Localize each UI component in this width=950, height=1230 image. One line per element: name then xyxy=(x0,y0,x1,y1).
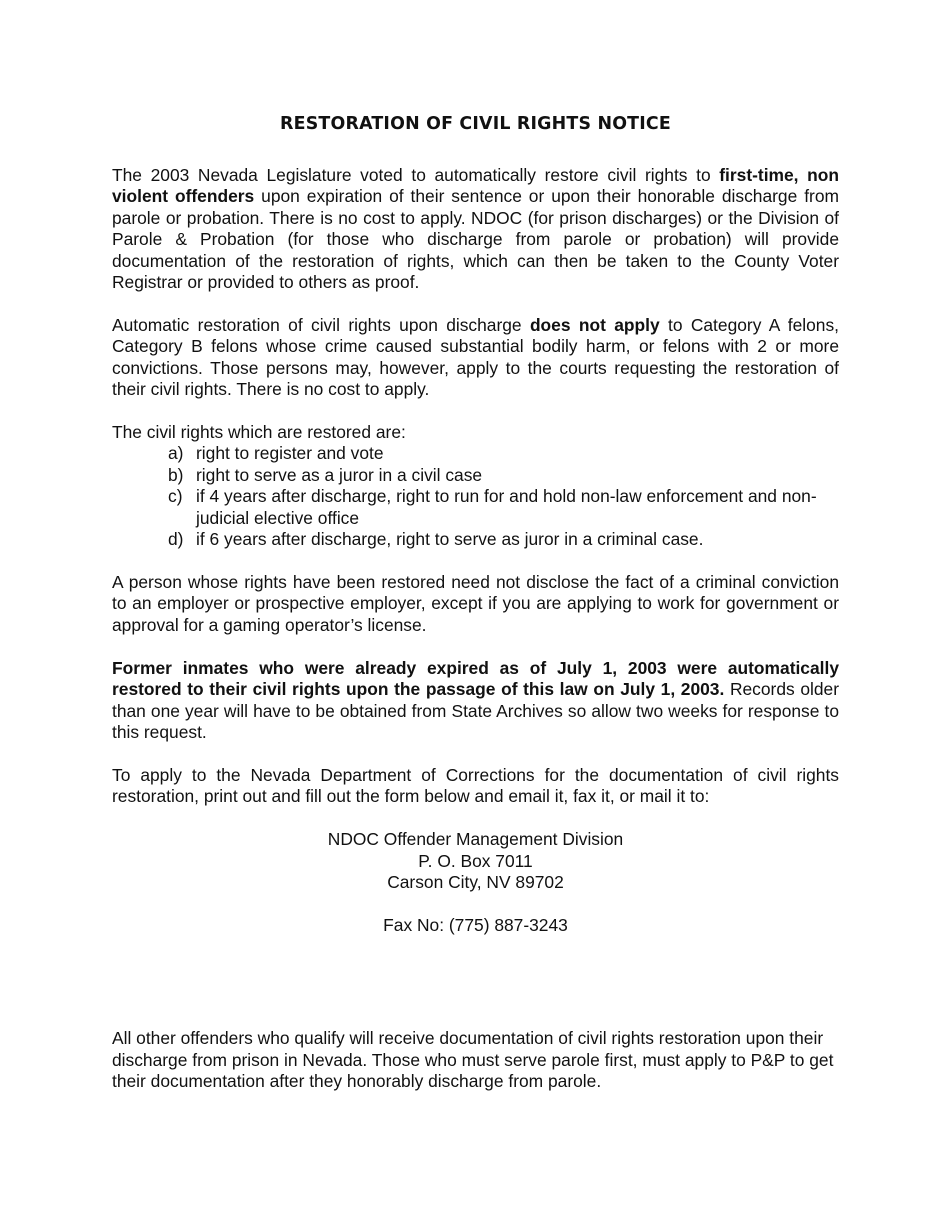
disclosure-paragraph: A person whose rights have been restored need not disclose the fact of a criminal conviction to an employer or prospective employer, except if you are applying to work for government or approval for a gaming operator’s license. xyxy=(112,572,839,635)
address-line-3: Carson City, NV 89702 xyxy=(387,871,564,892)
list-item xyxy=(168,486,839,529)
list-item xyxy=(168,529,839,550)
intro-text-end: upon expiration of their sentence or upon their honorable discharge from parole or probation. There is no cost to apply. NDOC (for prison discharges) or the Division of Parole & Probation (for those who discharge from parole or probation) will provide documentation of the restoration of rights, which can then be taken to the County Voter Registrar or provided to others as proof. xyxy=(112,186,839,293)
list-marker: a) xyxy=(168,443,184,464)
list-item xyxy=(168,443,839,464)
intro-paragraph xyxy=(112,165,839,293)
list-marker: c) xyxy=(168,486,183,507)
page-title: RESTORATION OF CIVIL RIGHTS NOTICE xyxy=(280,114,671,134)
former-inmates-paragraph xyxy=(112,658,839,744)
exclusion-emphasis: does not apply xyxy=(529,314,660,335)
list-marker: d) xyxy=(168,529,184,550)
apply-paragraph: To apply to the Nevada Department of Corrections for the documentation of civil rights restoration, print out and fill out the form below and email it, fax it, or mail it to: xyxy=(112,764,839,807)
exclusion-paragraph xyxy=(112,315,839,401)
intro-emphasis: first-time, non violent offenders xyxy=(112,165,839,207)
intro-text-start: The 2003 Nevada Legislature voted to automatically restore civil rights to xyxy=(112,165,720,185)
former-inmates-text: Records older than one year will have to be obtained from State Archives so allow two weeks for response to this request. xyxy=(112,679,840,742)
exclusion-text-end: to Category A felons, Category B felons whose crime caused substantial bodily harm, or felons with 2 or more convictions. Those persons may, however, apply to the courts requesting the restoration of their civil rights. There is no cost to apply. xyxy=(112,314,839,400)
rights-list xyxy=(112,443,839,550)
fax-number: Fax No: (775) 887-3243 xyxy=(383,914,568,935)
mailing-address xyxy=(112,829,839,893)
other-offenders-paragraph: All other offenders who qualify will receive documentation of civil rights restoration upon their discharge from prison in Nevada. Those who must serve parole first, must apply to P&P to get their documentation after they honorably discharge from parole. xyxy=(112,1028,834,1092)
rights-intro: The civil rights which are restored are: xyxy=(112,422,406,443)
list-marker: b) xyxy=(168,464,184,485)
list-item-text: if 6 years after discharge, right to serve as juror in a criminal case. xyxy=(196,529,704,550)
address-line-1: NDOC Offender Management Division xyxy=(327,829,624,850)
list-item-text: right to serve as a juror in a civil case xyxy=(196,464,483,485)
list-item-text: if 4 years after discharge, right to run for and hold non-law enforcement and non-judicial elective office xyxy=(196,486,817,528)
address-line-2: P. O. Box 7011 xyxy=(418,850,533,871)
list-item xyxy=(168,465,839,486)
exclusion-text-start: Automatic restoration of civil rights upon discharge xyxy=(112,314,530,335)
list-item-text: right to register and vote xyxy=(196,443,384,464)
former-inmates-emphasis: Former inmates who were already expired as of July 1, 2003 were automatically restored to their civil rights upon the passage of this law on July 1, 2003. xyxy=(112,657,839,700)
